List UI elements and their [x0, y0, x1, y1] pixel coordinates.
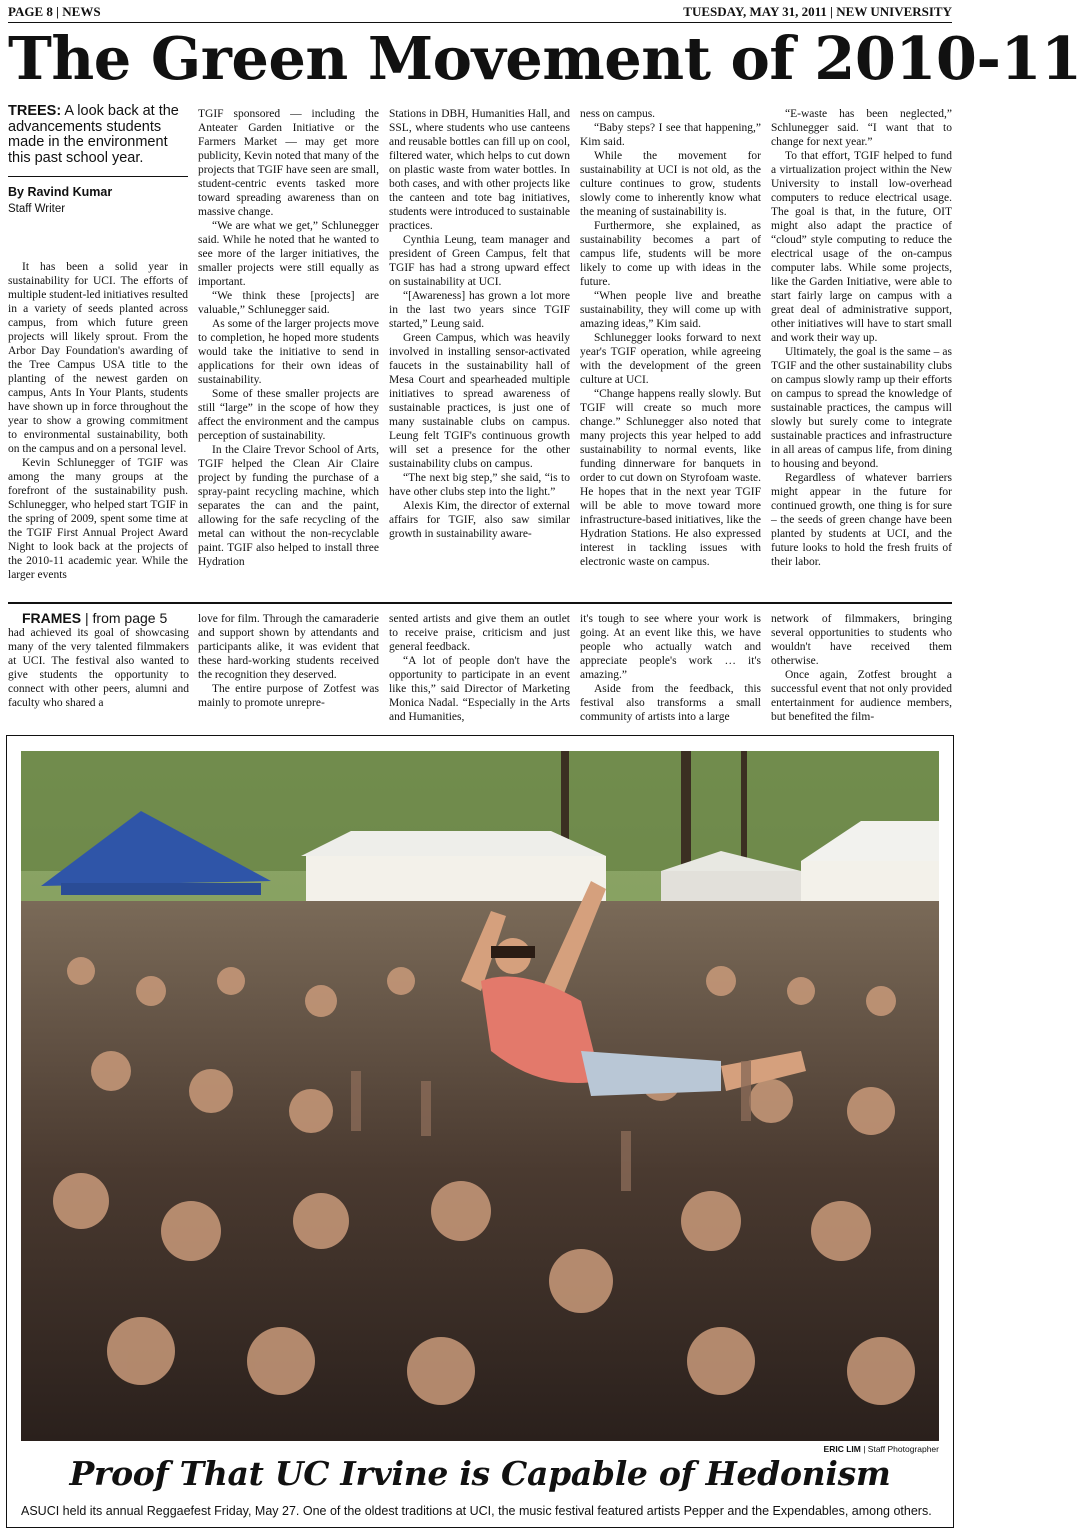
paragraph: “Change happens really slowly. But TGIF will create so much more change.” Schlunegger also noted that many projects this year helped to add sustainability to normal events, like funding dinnerware for banquets in order to cut down on Styrofoam waste. He hopes that in the next year TGIF will be able to move toward more infrastructure-based initiatives, like the Hydration Stations. He also expressed interest in tackling issues with electronic waste on campus.	[580, 388, 761, 568]
paragraph: Alexis Kim, the director of external affairs for TGIF, also saw similar growth in sustainability aware-	[389, 500, 570, 540]
photo-illustration	[21, 751, 939, 1441]
jump-label: FRAMES	[22, 610, 82, 626]
jump-separator-and-source: | from page 5	[85, 610, 168, 626]
paragraph: Green Campus, which was heavily involved in installing sensor-activated faucets in the sustainability hall of Mesa Court and spearheaded multiple initiatives to spread awareness of sustainable practices, is just one of many sustainable clubs on campus. Leung felt TGIF's continuous growth will set a presence for the other sustainability clubs on campus.	[389, 332, 570, 470]
paragraph: sented artists and give them an outlet to receive praise, criticism and just general feedback.	[389, 613, 570, 653]
photo-credit-name: ERIC LIM	[823, 1444, 861, 1454]
jump-from-page: from page 5	[92, 610, 168, 626]
jump-head	[22, 610, 167, 626]
paragraph: Furthermore, she explained, as sustainability becomes a part of campus life, students will be more likely to come up with ideas in the future.	[580, 220, 761, 288]
crowd-surfing-photo	[21, 751, 939, 1441]
article-column-3	[389, 107, 570, 600]
paragraph: Schlunegger looks forward to next year's TGIF operation, while agreeing with the development of the green culture at UCI.	[580, 332, 761, 386]
page-headline: The Green Movement of 2010-11	[8, 24, 1082, 93]
paragraph: love for film. Through the camaraderie and support shown by attendants and participants alike, it was evident that these hard-working students received the recognition they deserved.	[198, 613, 379, 681]
paragraph: ness on campus.	[580, 108, 656, 120]
article-column-5	[771, 107, 952, 600]
jump-column-5	[771, 612, 952, 722]
paragraph: “[Awareness] has grown a lot more in the last two years since TGIF started,” Leung said.	[389, 290, 570, 330]
photo-feature	[6, 735, 954, 1528]
folio-left: PAGE 8 | NEWS	[8, 4, 101, 19]
sidebar-rule	[8, 176, 188, 177]
page-folio	[8, 5, 952, 23]
paragraph: To that effort, TGIF helped to fund a virtualization project within the New University to install low-overhead computers to reduce electrical usage. The goal is that, in the future, OIT might also adapt the practice of “cloud” style computing to reduce the electrical usage of the on-campus computer labs. While some projects, like the Garden Initiative, were able to start fairly large on campus with a great deal of administrative support, other initiatives will have to start small and work their way up.	[771, 150, 952, 344]
paragraph: “We think these [projects] are valuable,” Schlunegger said.	[198, 290, 379, 316]
folio-right: TUESDAY, MAY 31, 2011 | NEW UNIVERSITY	[683, 4, 952, 19]
paragraph: In the Claire Trevor School of Arts, TGIF helped the Clean Air Claire project by funding the purchase of a spray-paint recycling machine, which separates the can and the paint, allowing for the safe recycling of the metal can without the non-recyclable paint. TGIF also helped to install three Hydration	[198, 444, 379, 568]
photo-caption: ASUCI held its annual Reggaefest Friday, May 27. One of the oldest traditions at UCI, the music festival featured artists Pepper and the Expendables, among others.	[21, 1504, 932, 1518]
paragraph: “E-waste has been neglected,” Schlunegger said. “I want that to change for next year.”	[771, 108, 952, 148]
paragraph: While the movement for sustainability at UCI is not old, as the culture continues to grow, students slowly come to inherently know what the meaning of sustainability is.	[580, 150, 761, 218]
paragraph: Regardless of whatever barriers might appear in the future for continued growth, one thing is for sure – the seeds of green change have been planted by students at UCI, and the future looks to hold the fresh fruits of their labor.	[771, 472, 952, 568]
paragraph: “We are what we get,” Schlunegger said. While he noted that he wanted to see more of the larger initiatives, the smaller projects were still equally as important.	[198, 220, 379, 288]
kicker-label: TREES:	[8, 103, 62, 119]
article-column-2	[198, 107, 379, 600]
jump-column-2	[198, 612, 379, 722]
paragraph: The entire purpose of Zotfest was mainly to promote unrepre-	[198, 683, 379, 709]
paragraph: Cynthia Leung, team manager and president of Green Campus, felt that TGIF has had a strong upward effect on sustainability at UCI.	[389, 234, 570, 288]
paragraph: As some of the larger projects move to completion, he hoped more students would take the initiative to send in applications for their own ideas of sustainability.	[198, 318, 379, 386]
paragraph: it's tough to see where your work is going. At an event like this, we have people who actually watch and appreciate people's work … it's amazing.”	[580, 613, 761, 681]
paragraph: Kevin Schlunegger of TGIF was among the many groups at the forefront of the sustainability push. Schlunegger, who helped start TGIF in the spring of 2009, spent some time at the TGIF First Annual Project Award Night to look back at the projects of the 2010-11 academic year. While the larger events	[8, 457, 188, 581]
paragraph: It has been a solid year in sustainability for UCI. The efforts of multiple student-led initiatives resulted in a variety of seeds planted across campus, from which future green projects will likely sprout. From the Arbor Day Foundation's awarding of the Tree Campus USA title to the planting of the newest garden on campus, Ants In Your Plants, students have shown up in force throughout the year to show a growing commitment to environmental sustainability, both on the campus and on a personal level.	[8, 261, 188, 455]
paragraph: network of filmmakers, bringing several opportunities to students who wouldn't have received them otherwise.	[771, 613, 952, 667]
jump-column-4	[580, 612, 761, 722]
kicker-text: A look back at the advancements students made in the environment this past school year.	[8, 103, 179, 166]
paragraph: “The next big step,” she said, “is to have other clubs step into the light.”	[389, 472, 570, 498]
paragraph: Some of these smaller projects are still “large” in the scope of how they affect the environment and the campus perception of sustainability.	[198, 388, 379, 442]
kicker	[8, 104, 188, 166]
photo-title: Proof That UC Irvine is Capable of Hedonism	[69, 1454, 891, 1493]
byline: By Ravind Kumar	[8, 185, 113, 199]
article-sidebar	[8, 104, 188, 215]
article-column-1	[8, 260, 188, 600]
paragraph: Stations in DBH, Humanities Hall, and SSL, where students who use canteens and reusable bottles can fill up on cool, filtered water, which helps to cut down on plastic waste from water bottles. In both cases, and with other projects like the canteen and tote bag initiatives, students were introduced to sustainable practices.	[389, 108, 570, 232]
paragraph: Ultimately, the goal is the same – as TGIF and the other sustainability clubs on campus slowly ramp up their efforts on campus to spread the knowledge of sustainable practices, the campus will slowly but surely come to integrate sustainable practices and infrastructure in all areas of campus life, from dining to housing and beyond.	[771, 346, 952, 470]
jump-column-3	[389, 612, 570, 722]
photo-credit-role: | Staff Photographer	[863, 1444, 939, 1454]
article-column-4	[580, 107, 761, 600]
section-divider	[8, 602, 952, 604]
paragraph: “A lot of people don't have the opportunity to participate in an event like this,” said Director of Marketing Monica Nadal. “Especially in the Arts and Humanities,	[389, 655, 570, 723]
byline-role: Staff Writer	[8, 203, 66, 215]
jump-column-1	[8, 626, 189, 722]
photo-credit	[824, 1444, 939, 1454]
paragraph: had achieved its goal of showcasing many of the very talented filmmakers at UCI. The festival also wanted to give students the opportunity to connect with other peers, alumni and faculty who shared a	[8, 627, 189, 709]
paragraph: TGIF sponsored — including the Anteater Garden Initiative or the Farmers Market — may get more publicity, Kevin noted that many of the projects that TGIF have seen are small, student-centric events tasked more toward spreading awareness than on massive change.	[198, 108, 379, 218]
paragraph: “When people live and breathe sustainability, they will come up with amazing ideas,” Kim said.	[580, 290, 761, 330]
paragraph: Once again, Zotfest brought a successful event that not only provided entertainment for audience members, but benefited the film-	[771, 669, 952, 723]
paragraph: “Baby steps? I see that happening,” Kim said.	[580, 122, 761, 148]
paragraph: Aside from the feedback, this festival also transforms a small community of artists into a large	[580, 683, 761, 723]
